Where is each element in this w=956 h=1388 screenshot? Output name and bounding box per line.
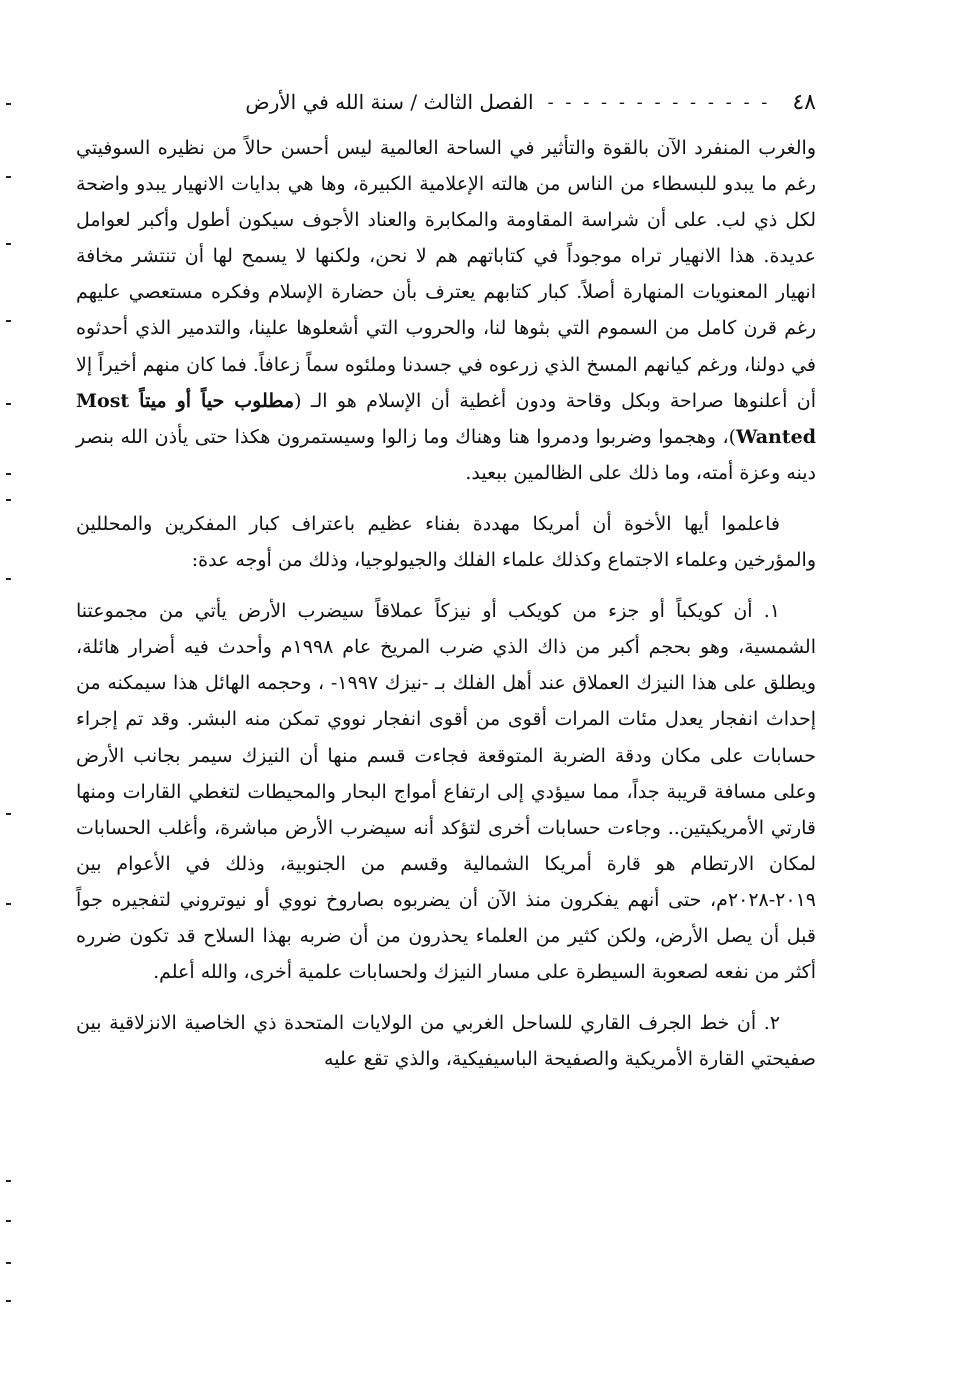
scan-edge-mark — [6, 103, 11, 105]
paragraph-2: فاعلموا أيها الأخوة أن أمريكا مهددة بفناء عظيم باعتراف كبار المفكرين والمحللين والمؤرخين وعلماء الاجتماع وكذلك علماء الفلك والجيولوجيا، وذلك من أوجه عدة: — [76, 512, 816, 572]
scan-edge-mark — [6, 243, 11, 245]
paragraph-1-text-a: والغرب المنفرد الآن بالقوة والتأثير في الساحة العالمية ليس أحسن حالاً من نظيره السوفيتي رغم ما يبدو للبسطاء من الناس من هالته الإعلامية الكبيرة، وها هي بدايات الانهيار يبدو واضحة لكل ذي لب. على أن شراسة المقاومة والمكابرة والعناد الأجوف سيكون أطول وأكبر لعوامل عديدة. هذا الانهيار تراه موجوداً في كتاباتهم هم لا نحن، ولكنها لا يسمح لها أن تنتشر مخافة انهيار المعنويات المنهارة أصلاً. كبار كتابهم يعترف بأن حضارة الإسلام وفكره مستعصي عليهم رغم قرن كامل من السموم التي بثوها لنا، والحروب التي أشعلوها علينا، والتدمير الذي أحدثوه في دولنا، ورغم كيانهم المسخ الذي زرعوه في جسدنا وملئوه سماً زعافاً. فما كان منهم أخيراً إلا أن أعلنوها صراحة وبكل وقاحة ودون أغطية أن الإسلام هو الـ ( — [76, 137, 816, 412]
scan-edge-mark — [6, 176, 11, 178]
chapter-title: الفصل الثالث / سنة الله في الأرض — [245, 90, 534, 114]
scan-edge-mark — [6, 1180, 11, 1182]
page-body — [76, 130, 816, 1077]
scan-edge-mark — [6, 320, 11, 322]
scan-edge-mark — [6, 1300, 11, 1302]
scan-edge-mark — [6, 578, 11, 580]
page-number: ٤٨ — [792, 89, 816, 115]
paragraph-1-text-b: )، وهجموا وضربوا ودمروا هنا وهناك وما زالوا وسيستمرون هكذا حتى يأذن الله بنصر دينه وعزة أمته، وما ذلك على الظالمين ببعيد. — [76, 425, 816, 484]
scan-edge-mark — [6, 1262, 11, 1264]
paragraph-1 — [76, 130, 816, 491]
scan-edge-mark — [6, 1220, 11, 1222]
page-header — [80, 82, 816, 122]
scan-edge-mark — [6, 403, 11, 405]
list-item-1: ١. أن كويكباً أو جزء من كويكب أو نيزكاً عملاقاً سيضرب الأرض يأتي من مجموعتنا الشمسية، وهو بحجم أكبر من ذاك الذي ضرب المريخ عام ١٩٩٨م وأحدث فيه أضرار هائلة، ويطلق على هذا النيزك العملاق عند أهل الفلك بـ -نيزك ١٩٩٧- ، وحجمه الهائل هذا سيمكنه من إحداث انفجار يعدل مئات المرات أقوى من أقوى انفجار نووي تمكن منه البشر. وقد تم إجراء حسابات على مكان ودقة الضربة المتوقعة فجاءت قسم منها أن النيزك سيمر بجانب الأرض وعلى مسافة قريبة جداً، مما سيؤدي إلى ارتفاع أمواج البحار والمحيطات لتغطي القارات ومنها قارتي الأمريكيتين.. وجاءت حسابات أخرى لتؤكد أنه سيضرب الأرض مباشرة، وأغلب الحسابات لمكان الارتطام هو قارة أمريكا الشمالية وقسم من الجنوبية، وذلك في الأعوام بين ٢٠١٩-٢٠٢٨م، حتى أنهم يفكرون منذ الآن أن يضربوه بصاروخ نووي أو نيوتروني لتفجيره جواً قبل أن يصل الأرض، ولكن كثير من العلماء يحذرون من أن ضربه بهذا السلاح قد تكون ضرره أكثر من نفعه لصعوبة السيطرة على مسار النيزك ولحسابات علمية أخرى، والله أعلم. — [76, 600, 816, 984]
header-dashes: - - - - - - - - - - - - - — [547, 91, 771, 113]
scan-edge-mark — [6, 903, 11, 905]
list-item-2: ٢. أن خط الجرف القاري للساحل الغربي من الولايات المتحدة ذي الخاصية الانزلاقية بين صفيحتي القارة الأمريكية والصفيحة الباسيفيكية، والذي تقع عليه — [76, 1012, 816, 1071]
most-wanted-phrase: مطلوب حياً أو ميتاً Most Wanted — [76, 389, 816, 448]
scan-edge-mark — [6, 499, 11, 501]
scan-edge-mark — [6, 473, 11, 475]
scan-edge-mark — [6, 813, 11, 815]
